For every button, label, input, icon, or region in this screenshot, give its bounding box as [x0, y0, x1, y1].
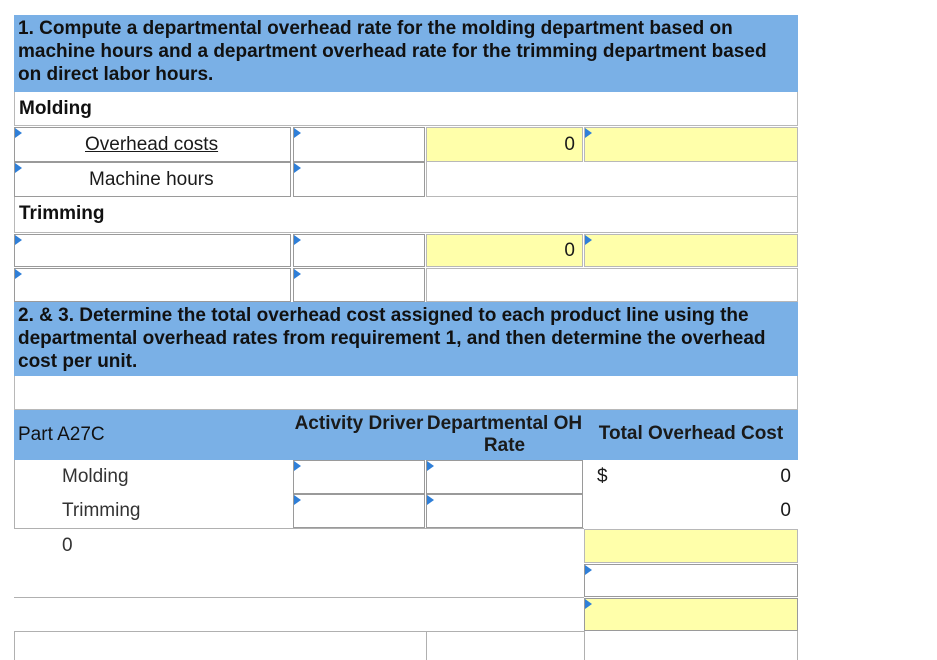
trimming-total-cell: [584, 494, 798, 528]
section2-header: [14, 302, 798, 376]
molding-overhead-label-select[interactable]: [14, 127, 291, 162]
molding-overhead-amount-input[interactable]: [293, 127, 425, 162]
molding-overhead-value: [426, 127, 583, 162]
molding-total-cell: [584, 460, 798, 494]
dropdown-marker-icon: [585, 128, 592, 138]
units-input[interactable]: [584, 564, 798, 597]
molding-machine-hours-input[interactable]: [293, 162, 425, 197]
row-divider: [14, 597, 584, 598]
trimming-rate-result[interactable]: [584, 234, 798, 267]
total-overhead-result: [584, 529, 798, 563]
trimming-row2-blank: [426, 268, 798, 302]
trimming-cost-value-text: 0: [564, 240, 575, 261]
trimming-cost-label-select[interactable]: [14, 234, 291, 267]
dropdown-marker-icon: [294, 235, 301, 245]
column-header-row: [14, 410, 798, 460]
dropdown-marker-icon: [294, 269, 301, 279]
total-row-label: 0: [62, 535, 73, 556]
dropdown-marker-icon: [585, 599, 592, 609]
molding-label-row: [14, 92, 798, 126]
dropdown-marker-icon: [294, 163, 301, 173]
dropdown-marker-icon: [294, 128, 301, 138]
trimming-cost-amount-input[interactable]: [293, 234, 425, 267]
molding-oh-rate-input[interactable]: [426, 460, 583, 494]
total-overhead-header: Total Overhead Cost: [598, 423, 784, 444]
dropdown-marker-icon: [585, 565, 592, 575]
trimming-row-label: Trimming: [62, 500, 141, 521]
molding-machine-hours-select[interactable]: [14, 162, 291, 197]
table-left-border: [14, 631, 15, 660]
section2-title: 2. & 3. Determine the total overhead cost assigned to each product line using the departmental overhead rates from requirement 1, and then determine the overhead cost per unit.: [18, 305, 766, 372]
table-row: [14, 460, 293, 494]
column-border: [584, 631, 585, 660]
molding-activity-driver-input[interactable]: [293, 460, 425, 494]
trimming-label-row: [14, 197, 798, 233]
dropdown-marker-icon: [15, 163, 22, 173]
dropdown-marker-icon: [15, 235, 22, 245]
trimming-label: Trimming: [19, 203, 105, 224]
dropdown-marker-icon: [294, 495, 301, 505]
molding-row2-blank: [426, 162, 798, 197]
dropdown-marker-icon: [15, 269, 22, 279]
column-border: [426, 631, 427, 660]
section2-spacer-row: [14, 376, 798, 410]
product-column-header: Part A27C: [18, 424, 105, 445]
section1-header: [14, 15, 798, 92]
oh-rate-header: Departmental OH Rate: [426, 413, 583, 456]
dropdown-marker-icon: [15, 128, 22, 138]
dropdown-marker-icon: [294, 461, 301, 471]
table-right-border: [797, 631, 798, 660]
overhead-costs-label: Overhead costs: [85, 134, 219, 155]
machine-hours-label: Machine hours: [89, 169, 214, 190]
table-left-border: [14, 460, 15, 529]
dropdown-marker-icon: [427, 495, 434, 505]
trimming-oh-rate-input[interactable]: [426, 494, 583, 528]
molding-overhead-value-text: 0: [564, 134, 575, 155]
molding-rate-result[interactable]: [584, 127, 798, 162]
cost-per-unit-result[interactable]: [584, 598, 798, 631]
total-label-cell: [14, 529, 293, 563]
trimming-hours-input[interactable]: [293, 268, 425, 302]
dropdown-marker-icon: [585, 235, 592, 245]
trimming-hours-label-select[interactable]: [14, 268, 291, 302]
trimming-cost-value: [426, 234, 583, 267]
trimming-total-value: 0: [780, 500, 791, 521]
molding-total-value: 0: [780, 466, 791, 487]
table-row: [14, 494, 293, 528]
row-divider: [14, 631, 584, 632]
activity-driver-header: Activity Driver: [294, 413, 424, 434]
molding-row-label: Molding: [62, 466, 129, 487]
dropdown-marker-icon: [427, 461, 434, 471]
section1-title: 1. Compute a departmental overhead rate for the molding department based on machine hours and a department overhead rate for the trimming department based on direct labor hours.: [18, 18, 767, 85]
molding-label: Molding: [19, 98, 92, 119]
currency-symbol: $: [597, 466, 608, 487]
trimming-activity-driver-input[interactable]: [293, 494, 425, 528]
